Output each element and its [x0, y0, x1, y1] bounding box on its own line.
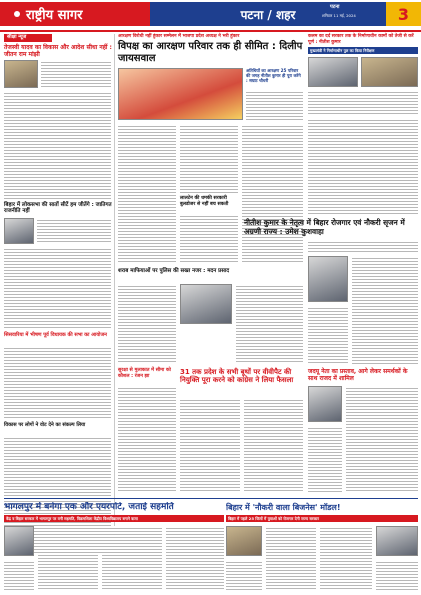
- mid-story-d-headline: सुरक्षा से मुलाकात में सीमा को कौशल : रंजन झा: [118, 368, 171, 379]
- left-story-4-headline: विकास पर लोगों ने वोट देने का संकल्प लिया: [4, 422, 86, 428]
- mid-story-c-body-1: [180, 398, 240, 492]
- mid-story-a-headline: लालटेन की धमकी सरकारी बुलडोजर से नहीं बच सकती: [180, 196, 229, 207]
- main-photo-caption: अतिथियों का आरक्षण 25 परिवार की जगह नीतीश कुमार ही पूरा करेंगे : सम्राट चौधरी: [246, 68, 301, 83]
- main-photo-caption-box: [246, 68, 303, 120]
- right-lead-body-2: [308, 306, 348, 364]
- bottom-col-1: [38, 526, 98, 591]
- bottom-col-5: [320, 526, 372, 591]
- bottom-col-4: [266, 526, 316, 591]
- right-top-story: [308, 34, 418, 114]
- bottom-right-photo-2: [376, 526, 418, 556]
- right-column-text: [308, 118, 418, 214]
- left-story-1-text: [41, 60, 111, 88]
- left-column-label: सीक्षा न्यूज: [4, 34, 52, 42]
- mid-story-b-photo: [180, 284, 232, 324]
- left-story-2-photo: [4, 218, 34, 244]
- main-photo-caption-body: [246, 90, 303, 120]
- bottom-col-3: [166, 526, 224, 591]
- right-top-photo-1: [308, 57, 358, 87]
- mid-story-a-body: [180, 214, 238, 264]
- left-story-1-photo: [4, 60, 38, 88]
- left-column: [4, 34, 115, 554]
- left-story-3-headline: सिसवारिया में भीषण पूर्व विधायक की सभा का आयोजन: [4, 332, 107, 338]
- left-story-1-headline: तेजस्वी यादव का विकास और आदेश सीधा नहीं : जीतन राम मांझी: [4, 44, 112, 58]
- bottom-strip-left: केंद्र व बिहार सरकार में भागलपुर पर वनी सहमति, विक्रमशिला केंद्रीय विश्वविद्यालय बनाने वाला: [4, 515, 224, 522]
- dateline: शनिवार 11 मई, 2024: [322, 13, 356, 18]
- mid-col-2-text: [180, 124, 238, 194]
- paper-name-text: राष्ट्रीय सागर: [26, 8, 83, 23]
- bottom-col-0: [4, 560, 34, 591]
- mid-story-c-headline: 31 तक प्रदेश के सभी बूथों पर वीवीपैट की नियुक्ति पूरा करने को कांग्रेस ने लिया फैसला: [180, 368, 294, 385]
- bottom-right-photo-1: [226, 526, 262, 556]
- left-story-2-headline: बिहार में लोकसभा की सातों सीटें हम जीतेंगे : जातिगत राजनीति नहीं: [4, 202, 112, 215]
- right-lead-headline: नीतीश कुमार के नेतृत्व में बिहार रोजगार एवं नौकरी सृजन में अग्रणी राज्य : उमेश कुशवाहा: [244, 218, 405, 236]
- city-tag: पटना: [330, 4, 340, 10]
- left-story-1-body: [4, 91, 111, 199]
- mid-col-3-text: [242, 124, 303, 264]
- bottom-col-2: [102, 526, 162, 591]
- left-story-2-text: [37, 218, 111, 244]
- logo-dot-icon: [14, 11, 20, 17]
- bottom-headline-left: भागलपुर में बनेगा एक और एयरपोर्ट, जताई सहमति: [4, 502, 174, 512]
- bottom-headline-right: बिहार में 'नौकरी वाला बिजनेस' मॉडल!: [226, 503, 341, 512]
- right-side-body: [346, 386, 418, 492]
- bottom-divider: [4, 498, 418, 499]
- right-side-photo: [308, 386, 342, 422]
- mid-story-c-body-2: [244, 398, 303, 492]
- right-top-subhead: मुख्यमंत्री ने निर्माणाधीन पुल का किया निरीक्षण: [308, 47, 418, 54]
- section-title: पटना / शहर: [150, 2, 386, 26]
- right-top-photo-2: [361, 57, 418, 87]
- right-lead-photo: [308, 256, 348, 302]
- right-side-body-2: [308, 426, 342, 492]
- paper-name: [0, 2, 150, 26]
- right-lead-intro: [308, 240, 418, 252]
- bottom-strip-right: बिहार में पहले 25 जिलों में युवाओं को रोजगार देगी राज्य सरकार: [226, 515, 418, 522]
- right-lead-body: [352, 256, 418, 364]
- mid-story-b-body-1: [118, 284, 176, 364]
- masthead: [0, 0, 421, 32]
- right-top-body: [308, 90, 418, 114]
- left-story-3-body: [4, 346, 111, 418]
- mid-story-b-body-2: [236, 284, 303, 364]
- main-event-photo: [118, 68, 243, 120]
- bottom-left-photo: [4, 526, 34, 556]
- mid-col-1-text: [118, 124, 176, 264]
- top-banner-kicker: आरक्षण विरोधी नहीं हुंकार सम्मेलन में भाजपा प्रदेश अध्यक्ष ने भरी हुंकार: [118, 34, 240, 39]
- mid-story-d-body: [118, 386, 176, 492]
- page-number: 3: [386, 2, 421, 26]
- bottom-col-6: [376, 560, 418, 591]
- mid-story-b-headline: शराब माफियाओं पर पुलिस की सख्त नजर : मदन प्रसाद: [118, 268, 230, 274]
- right-side-headline: जदयू नेता का प्रस्ताव, आगे लेकर समर्थकों के साथ राजद में शामिल: [308, 368, 408, 383]
- left-story-2-body: [4, 247, 111, 329]
- top-banner-story: [118, 34, 303, 64]
- right-top-kicker: कलम का दर्द सरकार तक के निर्माणाधीन कामों को तेजी से करें पूर्ण : नीतीश कुमार: [308, 34, 414, 45]
- top-banner-headline: विपक्ष का आरक्षण परिवार तक ही सीमित : दिलीप जायसवाल: [118, 41, 303, 64]
- bottom-col-7: [226, 560, 262, 591]
